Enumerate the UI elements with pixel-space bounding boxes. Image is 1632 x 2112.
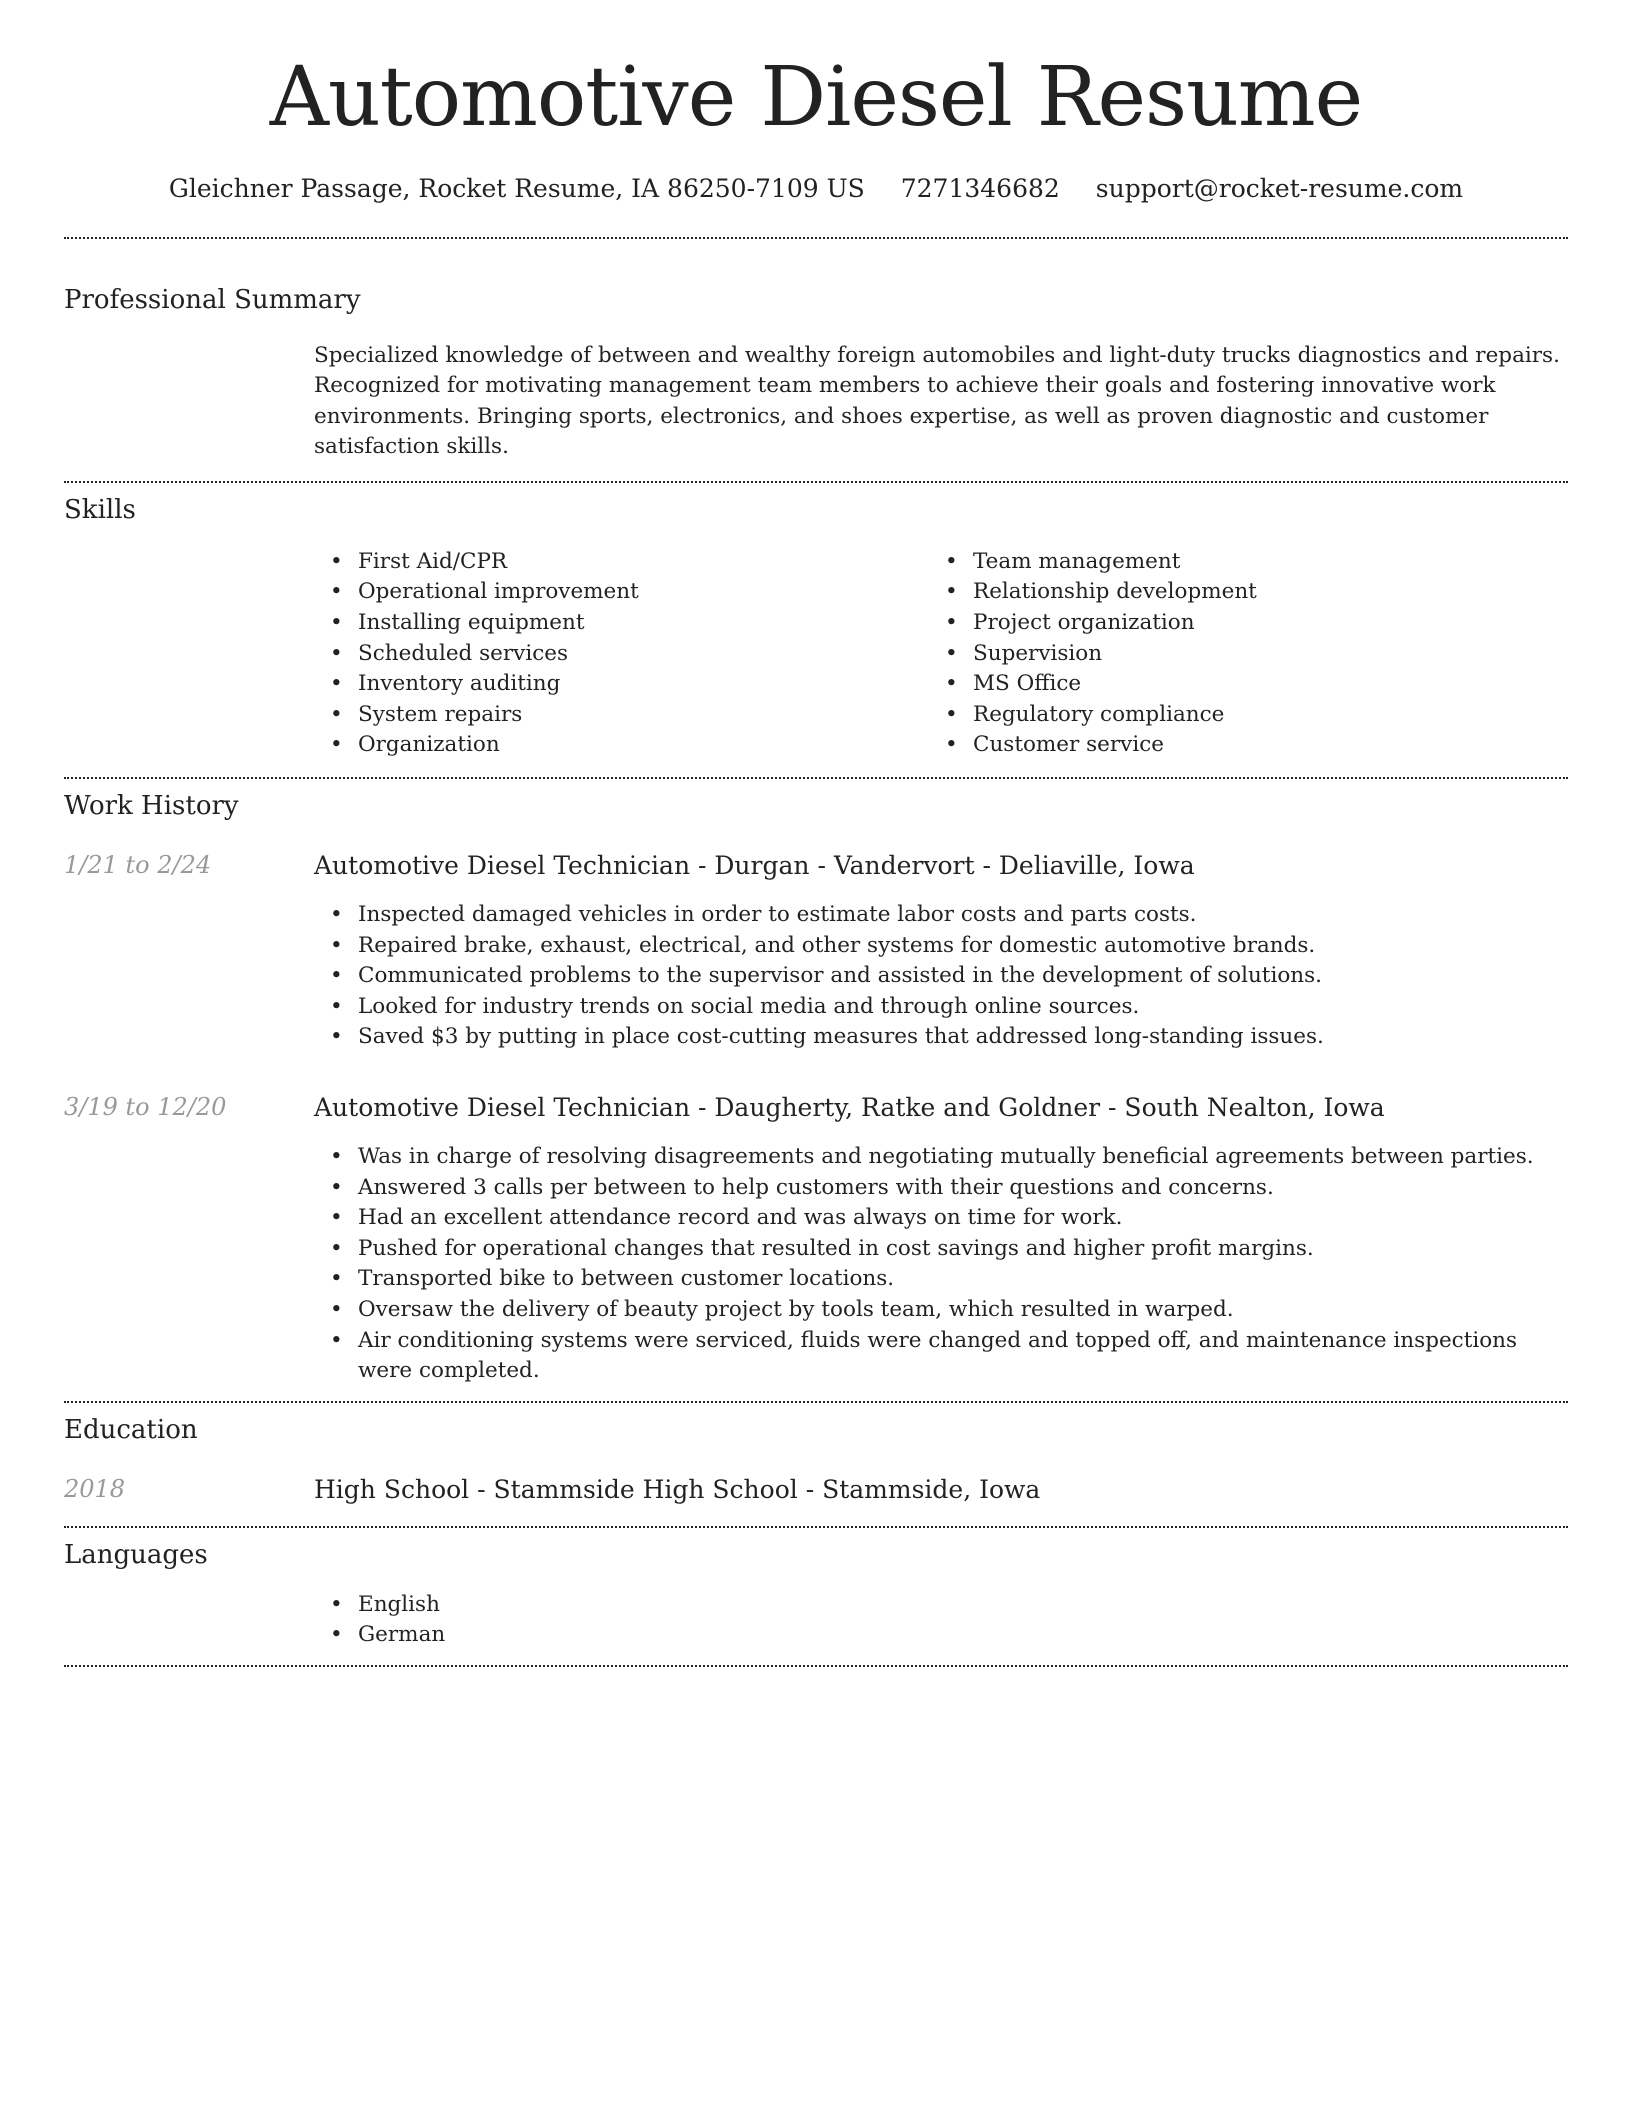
job-dates: 3/19 to 12/20: [64, 1092, 227, 1121]
job-bullet: • Communicated problems to the supervisor and assisted in the development of solutions.: [314, 961, 1568, 992]
skill-item: • Scheduled services: [314, 639, 929, 670]
languages-list: [314, 1590, 1568, 1651]
skill-item: • First Aid/CPR: [314, 547, 929, 578]
contact-email: support@rocket-resume.com: [1095, 173, 1464, 203]
language-item: • German: [314, 1620, 1568, 1651]
skill-item: • Project organization: [929, 608, 1544, 639]
education-heading: Education: [64, 1414, 198, 1445]
skill-item: • MS Office: [929, 669, 1544, 700]
job-bullet: • Oversaw the delivery of beauty project by tools team, which resulted in warped.: [314, 1295, 1568, 1326]
skill-item: • Customer service: [929, 730, 1544, 761]
education-year: 2018: [64, 1474, 126, 1503]
skill-item: • Supervision: [929, 639, 1544, 670]
languages-section: [64, 1540, 1568, 1651]
contact-phone: 7271346682: [900, 173, 1060, 203]
divider: [64, 1665, 1568, 1667]
job-header: [64, 851, 1568, 880]
skill-item: • System repairs: [314, 700, 929, 731]
resume-page: [64, 0, 1568, 1667]
job-title: Automotive Diesel Technician - Daugherty, Ratke and Goldner - South Nealton, Iowa: [314, 1092, 1385, 1122]
divider: [64, 481, 1568, 483]
skills-columns: [314, 547, 1568, 761]
contact-address: Gleichner Passage, Rocket Resume, IA 86250-7109 US: [168, 173, 865, 203]
job-bullets: [314, 900, 1568, 1053]
summary-section: [64, 285, 1568, 463]
resume-title: Automotive Diesel Resume: [269, 50, 1363, 145]
skill-item: • Regulatory compliance: [929, 700, 1544, 731]
skills-list-left: [314, 547, 929, 761]
skill-item: • Operational improvement: [314, 577, 929, 608]
job-bullet: • Answered 3 calls per between to help customers with their questions and concerns.: [314, 1173, 1568, 1204]
contact-line: [64, 174, 1568, 203]
skills-list-right: [929, 547, 1544, 761]
summary-text: Specialized knowledge of between and wealthy foreign automobiles and light-duty trucks diagnostics and repairs. Recognized for motivating management team members to achieve their goals and fostering innovative work environments. Bringing sports, electronics, and shoes expertise, as well as proven diagnostic and customer satisfaction skills.: [314, 342, 1560, 460]
job-bullet: • Had an excellent attendance record and was always on time for work.: [314, 1203, 1568, 1234]
education-entry: [64, 1475, 1568, 1504]
divider: [64, 777, 1568, 779]
job-bullet: • Inspected damaged vehicles in order to estimate labor costs and parts costs.: [314, 900, 1568, 931]
education-degree: High School - Stammside High School - Stammside, Iowa: [314, 1474, 1041, 1504]
skill-item: • Installing equipment: [314, 608, 929, 639]
job-header: [64, 1093, 1568, 1122]
job-bullets: [314, 1142, 1568, 1387]
job-bullet: • Looked for industry trends on social media and through online sources.: [314, 992, 1568, 1023]
work-heading: Work History: [64, 790, 239, 821]
skill-item: • Inventory auditing: [314, 669, 929, 700]
skills-section: [64, 495, 1568, 761]
summary-heading: Professional Summary: [64, 284, 361, 315]
skill-item: • Relationship development: [929, 577, 1544, 608]
job-bullet: • Saved $3 by putting in place cost-cutting measures that addressed long-standing issues.: [314, 1022, 1568, 1053]
language-item: • English: [314, 1590, 1568, 1621]
job-title: Automotive Diesel Technician - Durgan - Vandervort - Deliaville, Iowa: [314, 850, 1195, 880]
divider: [64, 237, 1568, 239]
job-bullet: • Repaired brake, exhaust, electrical, and other systems for domestic automotive brands.: [314, 931, 1568, 962]
work-section: [64, 791, 1568, 1387]
job-bullet: • Air conditioning systems were serviced, fluids were changed and topped off, and maintenance inspections were completed.: [314, 1326, 1568, 1387]
skill-item: • Team management: [929, 547, 1544, 578]
job-entry: [64, 851, 1568, 1053]
skills-heading: Skills: [64, 494, 136, 525]
divider: [64, 1401, 1568, 1403]
education-section: [64, 1415, 1568, 1504]
job-bullet: • Pushed for operational changes that resulted in cost savings and higher profit margins.: [314, 1234, 1568, 1265]
divider: [64, 1526, 1568, 1528]
languages-heading: Languages: [64, 1539, 208, 1570]
job-dates: 1/21 to 2/24: [64, 850, 212, 879]
skill-item: • Organization: [314, 730, 929, 761]
job-bullet: • Was in charge of resolving disagreements and negotiating mutually beneficial agreements between parties.: [314, 1142, 1568, 1173]
job-entry: [64, 1093, 1568, 1387]
job-bullet: • Transported bike to between customer locations.: [314, 1264, 1568, 1295]
